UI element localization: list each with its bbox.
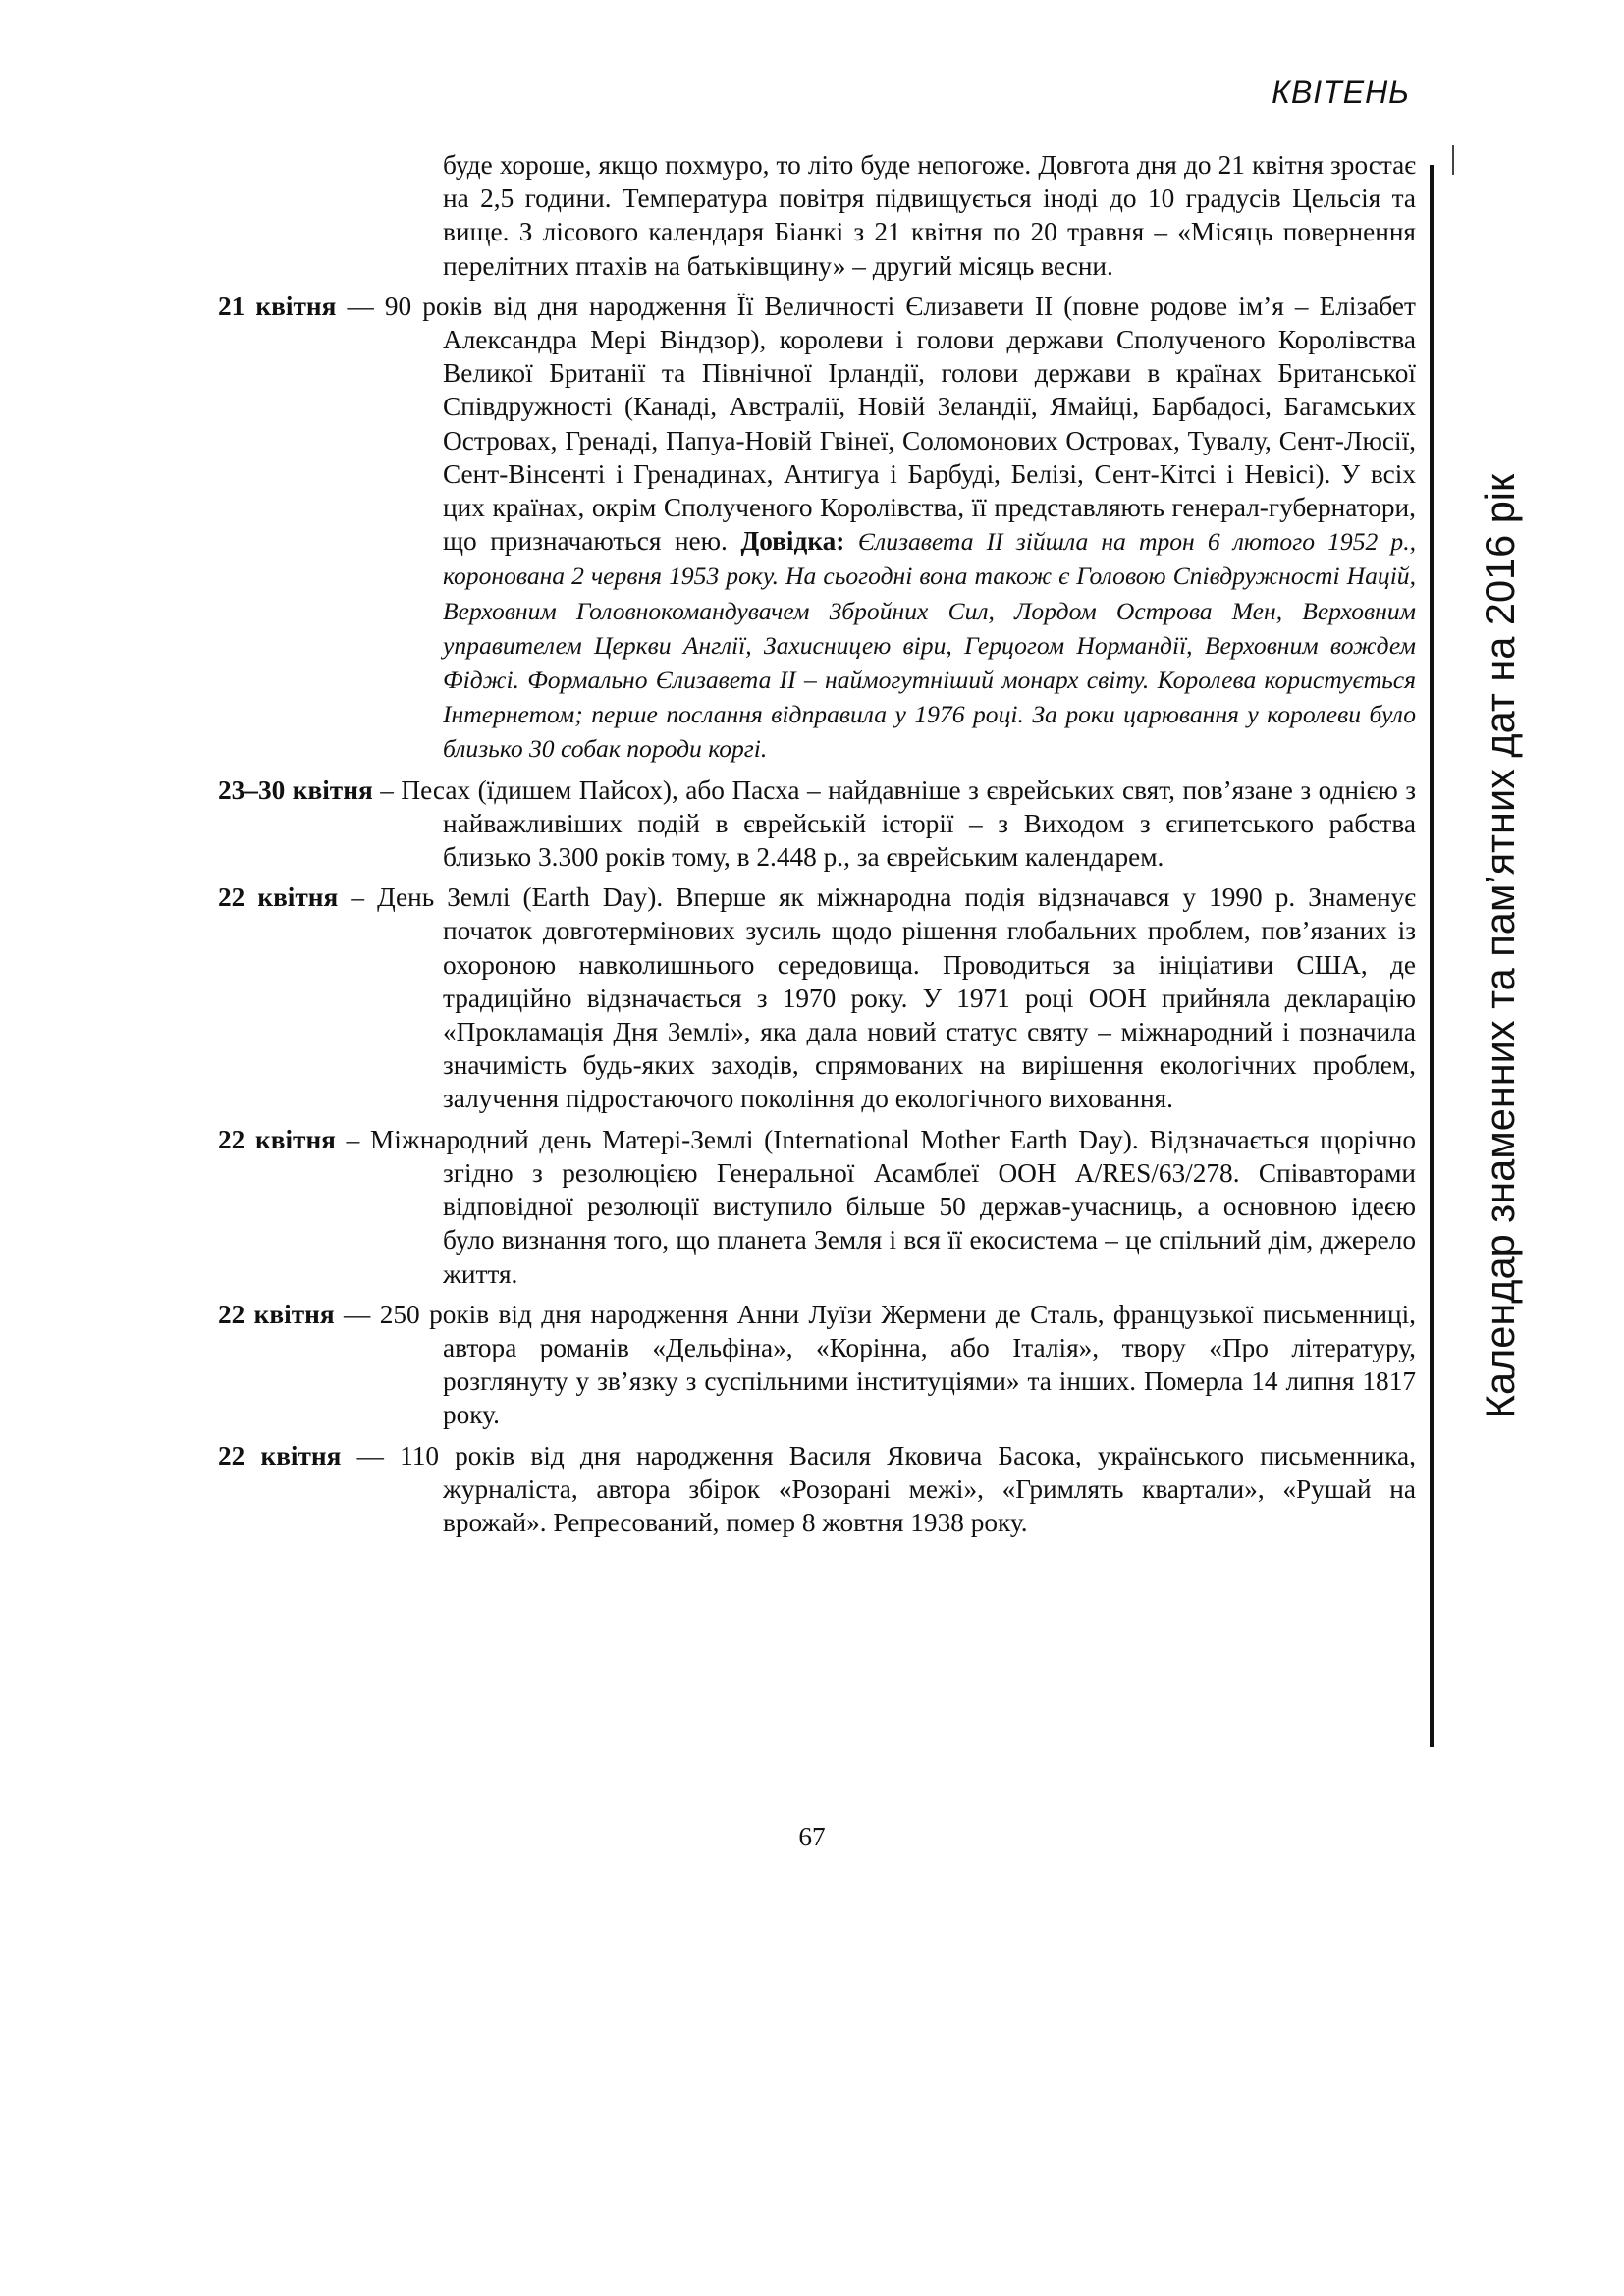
entry-date: 22 квітня xyxy=(218,1299,335,1329)
entry-text: Міжнародний день Матері-Землі (International Mother Earth Day). Відзначається щорічно згідно з резолюцією Генеральної Асамблеї ООН A/RES/63/278. Співавторами відповідної резолюції виступило більше 50 держав-учасниць, а основною ідеєю було визнання того, що планета Земля і вся її екосистема – це спільний дім, джерело життя. xyxy=(370,1124,1417,1289)
entry-text: 110 років від дня народження Василя Яковича Басока, українського письменника, журналіста, автора збірок «Розорані межі», «Гримлять квартали», «Рушай на врожай». Репресований, помер 8 жовтня 1938 року. xyxy=(400,1440,1416,1537)
entry-date: 22 квітня xyxy=(218,882,339,913)
entry-text: 250 років від дня народження Анни Луїзи Жермени де Сталь, французької письменниці, автора романів «Дельфіна», «Корінна, або Італія», твору «Про літературу, розглянуту у зв’язку з суспільними інституціями» та інших. Померла 14 липня 1817 року. xyxy=(379,1299,1416,1430)
entry-date: 23–30 квітня xyxy=(218,774,373,805)
intro-paragraph: буде хороше, якщо похмуро, то літо буде непогоже. Довгота дня до 21 квітня зростає на 2,5 години. Температура повітря підвищується іноді до 10 градусів Цельсія та вище. З лісового календаря Біанкі з 21 квітня по 20 травня – «Місяць повернення перелітних птахів на батьківщину» – другий місяць весни. xyxy=(443,150,1416,281)
entry-date: 22 квітня xyxy=(218,1440,342,1470)
side-title: Календар знаменних та пам’ятних дат на 2016 рік xyxy=(1477,473,1524,1419)
entry-dash: – xyxy=(372,774,402,805)
entry-dash: — xyxy=(336,291,385,321)
entry-text: Песах (їдишем Пайсох), або Пасха – найдавніше з єврейських свят, пов’язане з однією з найважливіших подій в єврейській історії – з Виходом з єгипетського рабства близько 3.300 років тому, в 2.448 р., за єврейським календарем. xyxy=(401,774,1417,873)
calendar-entry xyxy=(218,1439,1416,1540)
side-title-container xyxy=(1445,145,1555,1747)
calendar-entry xyxy=(218,774,1416,875)
entry-date: 21 квітня xyxy=(218,291,337,321)
entry-dash: — xyxy=(341,1440,401,1470)
calendar-entry xyxy=(218,1123,1416,1291)
calendar-entry xyxy=(218,881,1416,1115)
calendar-entry xyxy=(218,1298,1416,1432)
entry-dash: — xyxy=(334,1299,380,1329)
calendar-entry xyxy=(218,290,1416,767)
entry-dash: – xyxy=(338,882,378,913)
note-label: Довідка: xyxy=(740,526,845,557)
running-header-month: КВІТЕНЬ xyxy=(1272,75,1410,110)
entry-text: День Землі (Earth Day). Вперше як міжнародна подія відзначався у 1990 р. Знаменує початок довготермінових зусиль щодо рішення глобальних проблем, пов’язаних із охороною навколишнього середовища. Проводиться за ініціативи США, де традиційно відзначається з 1970 року. У 1971 році ООН прийняла декларацію «Прокламація Дня Землі», яка дала новий статус святу – міжнародний і позначила значимість будь-яких заходів, спрямованих на вирішення екологічних проблем, залучення підростаючого покоління до екологічного виховання. xyxy=(377,882,1417,1114)
entry-dash: – xyxy=(335,1124,371,1154)
page-content xyxy=(218,148,1416,1539)
entry-note: Єлизавета II зійшла на трон 6 лютого 1952 р., коронована 2 червня 1953 року. На сьогодні вона також є Головою Співдружності Націй, Верховним Головнокомандувачем Збройних Сил, Лордом Острова Мен, Верховним управителем Церкви Англії, Захисницею віри, Герцогом Нормандії, Верховним вождем Фіджі. Формально Єлизавета II – наймогутніший монарх світу. Королева користується Інтернетом; перше послання відправила у 1976 році. За роки царювання у королеви було близько 30 собак породи коргі. xyxy=(443,527,1417,764)
margin-rule xyxy=(1430,165,1434,1747)
page-number: 67 xyxy=(798,1822,826,1851)
entry-date: 22 квітня xyxy=(218,1124,336,1154)
entry-text: 90 років від дня народження Її Величності Єлизавети II (повне родове ім’я – Елізабет Александра Мері Віндзор), королеви і голови держави Сполученого Королівства Великої Британії та Північної Ірландії, голови держави в країнах Британської Співдружності (Канаді, Австралії, Новій Зеландії, Ямайці, Барбадосі, Багамських Островах, Гренаді, Папуа-Новій Гвінеї, Соломонових Островах, Тувалу, Сент-Люсії, Сент-Вінсенті і Гренадинах, Антигуа і Барбуді, Белізі, Сент-Кітсі і Невісі). У всіх цих країнах, окрім Сполученого Королівства, її представляють генерал-губернатори, що призначаються нею. xyxy=(384,291,1416,557)
